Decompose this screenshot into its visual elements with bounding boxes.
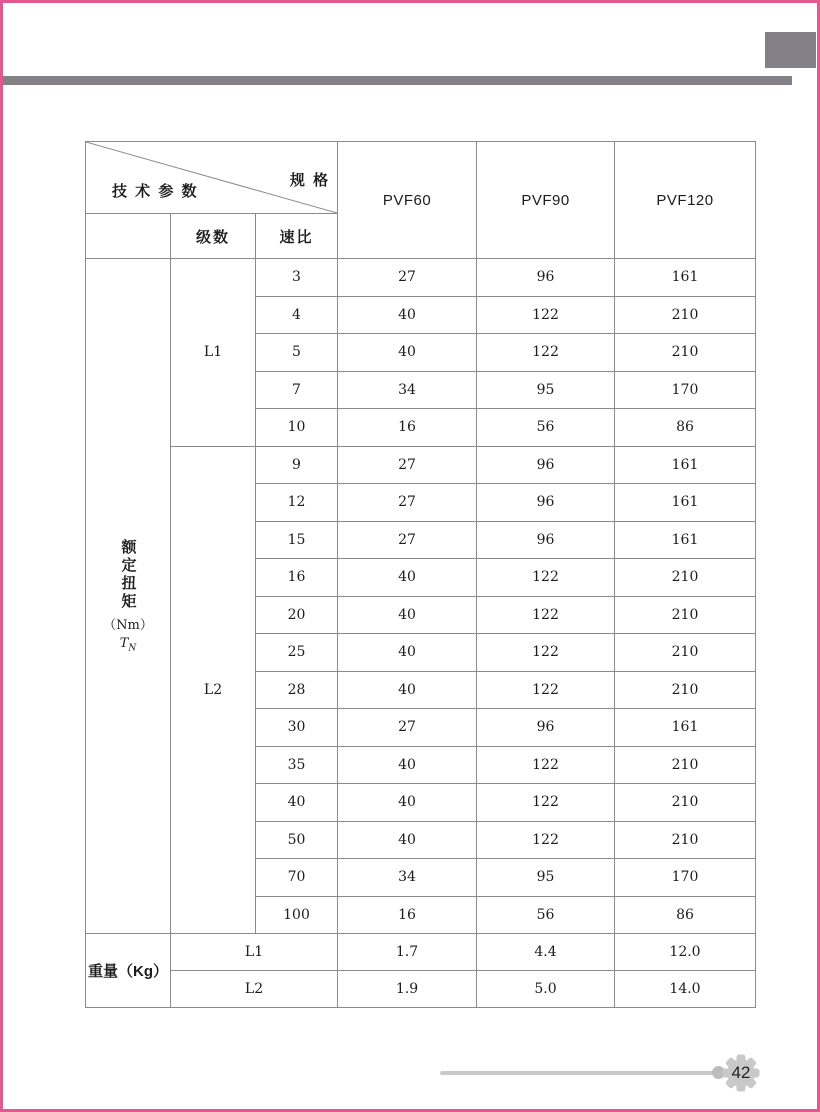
ratio-cell: 9 bbox=[256, 446, 338, 484]
torque-label-vertical-text: 额定扭矩 bbox=[119, 538, 137, 611]
ratio-cell: 12 bbox=[256, 484, 338, 522]
value-cell: 34 bbox=[338, 371, 477, 409]
weight-stage-cell-L1: L1 bbox=[171, 934, 338, 971]
column-header-pvf60: PVF60 bbox=[338, 142, 477, 259]
value-cell: 40 bbox=[338, 596, 477, 634]
footer-rule-line bbox=[440, 1071, 716, 1075]
subheader-ratio: 速比 bbox=[256, 214, 338, 259]
top-gray-bar bbox=[3, 76, 792, 85]
value-cell: 95 bbox=[477, 859, 615, 897]
corner-label-tech-params: 技 术 参 数 bbox=[112, 183, 199, 200]
ratio-cell: 7 bbox=[256, 371, 338, 409]
value-cell: 161 bbox=[615, 446, 756, 484]
value-cell: 170 bbox=[615, 371, 756, 409]
value-cell: 122 bbox=[477, 634, 615, 672]
table-row bbox=[86, 259, 756, 297]
ratio-cell: 50 bbox=[256, 821, 338, 859]
top-right-tab-decoration bbox=[765, 32, 816, 68]
ratio-cell: 25 bbox=[256, 634, 338, 672]
ratio-cell: 28 bbox=[256, 671, 338, 709]
value-cell: 210 bbox=[615, 296, 756, 334]
ratio-cell: 40 bbox=[256, 784, 338, 822]
ratio-cell: 20 bbox=[256, 596, 338, 634]
value-cell: 96 bbox=[477, 709, 615, 747]
value-cell: 40 bbox=[338, 821, 477, 859]
value-cell: 96 bbox=[477, 521, 615, 559]
weight-row bbox=[86, 971, 756, 1008]
value-cell: 122 bbox=[477, 746, 615, 784]
page-number-gear bbox=[719, 1051, 763, 1095]
weight-stage-cell-L2: L2 bbox=[171, 971, 338, 1008]
ratio-cell: 35 bbox=[256, 746, 338, 784]
table-row bbox=[86, 446, 756, 484]
value-cell: 27 bbox=[338, 521, 477, 559]
value-cell: 122 bbox=[477, 559, 615, 597]
value-cell: 210 bbox=[615, 746, 756, 784]
ratio-cell: 16 bbox=[256, 559, 338, 597]
value-cell: 16 bbox=[338, 409, 477, 447]
value-cell: 40 bbox=[338, 634, 477, 672]
value-cell: 27 bbox=[338, 484, 477, 522]
column-header-pvf90: PVF90 bbox=[477, 142, 615, 259]
subheader-stage: 级数 bbox=[171, 214, 256, 259]
diagonal-header-cell bbox=[86, 142, 338, 214]
weight-label-cell: 重量（Kg） bbox=[86, 934, 171, 1008]
value-cell: 40 bbox=[338, 296, 477, 334]
value-cell: 210 bbox=[615, 671, 756, 709]
value-cell: 40 bbox=[338, 559, 477, 597]
torque-symbol-letter: T bbox=[119, 635, 129, 651]
value-cell: 210 bbox=[615, 334, 756, 372]
stage-cell-L1: L1 bbox=[171, 259, 256, 447]
value-cell: 161 bbox=[615, 484, 756, 522]
ratio-cell: 10 bbox=[256, 409, 338, 447]
value-cell: 161 bbox=[615, 709, 756, 747]
value-cell: 27 bbox=[338, 446, 477, 484]
value-cell: 122 bbox=[477, 671, 615, 709]
corner-label-spec: 规 格 bbox=[289, 172, 331, 189]
weight-value-cell: 1.7 bbox=[338, 934, 477, 971]
value-cell: 210 bbox=[615, 559, 756, 597]
value-cell: 122 bbox=[477, 821, 615, 859]
page-number: 42 bbox=[731, 1063, 751, 1082]
value-cell: 210 bbox=[615, 784, 756, 822]
torque-label-cell bbox=[86, 259, 171, 934]
ratio-cell: 30 bbox=[256, 709, 338, 747]
ratio-cell: 15 bbox=[256, 521, 338, 559]
value-cell: 40 bbox=[338, 746, 477, 784]
value-cell: 96 bbox=[477, 484, 615, 522]
ratio-cell: 3 bbox=[256, 259, 338, 297]
value-cell: 210 bbox=[615, 596, 756, 634]
value-cell: 40 bbox=[338, 671, 477, 709]
value-cell: 161 bbox=[615, 259, 756, 297]
stage-cell-L2: L2 bbox=[171, 446, 256, 934]
ratio-cell: 5 bbox=[256, 334, 338, 372]
value-cell: 34 bbox=[338, 859, 477, 897]
value-cell: 40 bbox=[338, 784, 477, 822]
value-cell: 86 bbox=[615, 896, 756, 934]
value-cell: 210 bbox=[615, 821, 756, 859]
value-cell: 122 bbox=[477, 784, 615, 822]
column-header-pvf120: PVF120 bbox=[615, 142, 756, 259]
weight-row bbox=[86, 934, 756, 971]
weight-value-cell: 12.0 bbox=[615, 934, 756, 971]
value-cell: 96 bbox=[477, 259, 615, 297]
value-cell: 122 bbox=[477, 334, 615, 372]
value-cell: 122 bbox=[477, 296, 615, 334]
ratio-cell: 4 bbox=[256, 296, 338, 334]
value-cell: 40 bbox=[338, 334, 477, 372]
ratio-cell: 100 bbox=[256, 896, 338, 934]
value-cell: 122 bbox=[477, 596, 615, 634]
torque-symbol bbox=[120, 636, 137, 654]
weight-value-cell: 14.0 bbox=[615, 971, 756, 1008]
value-cell: 95 bbox=[477, 371, 615, 409]
value-cell: 210 bbox=[615, 634, 756, 672]
torque-unit: （Nm） bbox=[103, 617, 153, 633]
value-cell: 27 bbox=[338, 259, 477, 297]
weight-value-cell: 4.4 bbox=[477, 934, 615, 971]
value-cell: 96 bbox=[477, 446, 615, 484]
weight-value-cell: 5.0 bbox=[477, 971, 615, 1008]
value-cell: 86 bbox=[615, 409, 756, 447]
value-cell: 56 bbox=[477, 409, 615, 447]
value-cell: 27 bbox=[338, 709, 477, 747]
torque-label bbox=[86, 539, 170, 654]
value-cell: 16 bbox=[338, 896, 477, 934]
value-cell: 56 bbox=[477, 896, 615, 934]
empty-header-cell bbox=[86, 214, 171, 259]
weight-value-cell: 1.9 bbox=[338, 971, 477, 1008]
value-cell: 161 bbox=[615, 521, 756, 559]
ratio-cell: 70 bbox=[256, 859, 338, 897]
header-row-1 bbox=[86, 142, 756, 214]
torque-symbol-subscript: N bbox=[128, 643, 137, 654]
value-cell: 170 bbox=[615, 859, 756, 897]
spec-table bbox=[85, 141, 756, 1008]
